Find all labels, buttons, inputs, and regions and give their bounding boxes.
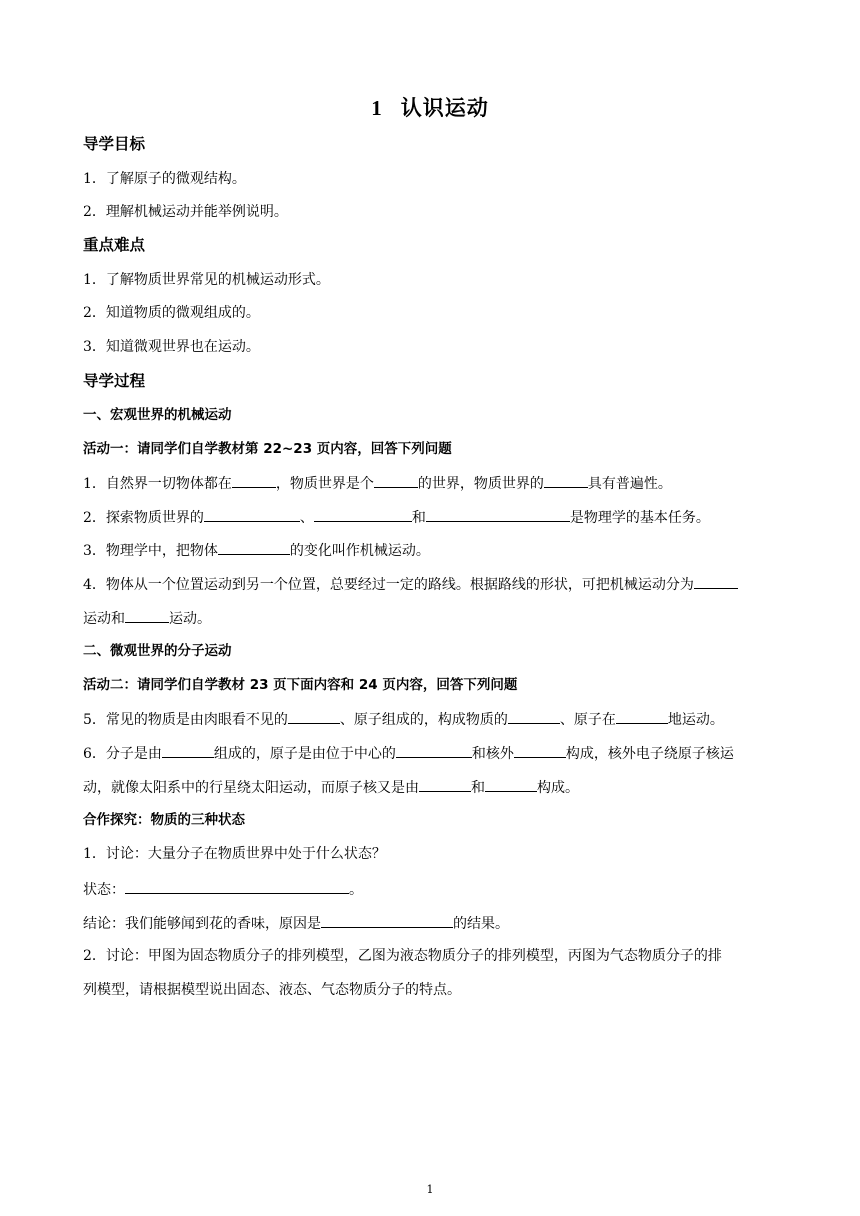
q4-text-b: 运动和 bbox=[83, 611, 125, 627]
title-number: 1 bbox=[371, 96, 383, 120]
q6-text-a: 6．分子是由 bbox=[83, 746, 162, 762]
q2-text-c: 和 bbox=[411, 510, 426, 526]
q3-text-a: 3．物理学中，把物体 bbox=[83, 543, 218, 559]
question-6-line-1 bbox=[83, 743, 783, 763]
answer-blank[interactable] bbox=[314, 507, 412, 522]
q6-text-f: 和 bbox=[471, 780, 485, 796]
q6-text-g: 构成。 bbox=[537, 780, 579, 796]
title-text: 认识运动 bbox=[400, 96, 489, 120]
state-end: 。 bbox=[349, 882, 363, 898]
section2-heading: 二、微观世界的分子运动 bbox=[83, 643, 232, 659]
question-5 bbox=[83, 709, 783, 729]
answer-blank[interactable] bbox=[125, 879, 349, 894]
answer-blank[interactable] bbox=[396, 743, 472, 758]
answer-blank[interactable] bbox=[426, 507, 570, 522]
q6-text-c: 和核外 bbox=[471, 746, 514, 762]
discussion-1: 1．讨论：大量分子在物质世界中处于什么状态？ bbox=[83, 846, 386, 862]
q1-text-c: 的世界，物质世界的 bbox=[417, 476, 544, 492]
q4-text-c: 运动。 bbox=[169, 611, 211, 627]
answer-blank[interactable] bbox=[694, 574, 738, 589]
q5-text-c: 、原子在 bbox=[559, 712, 616, 728]
question-4-line-2 bbox=[83, 608, 783, 628]
answer-blank[interactable] bbox=[508, 709, 560, 724]
q4-text-a: 4．物体从一个位置运动到另一个位置，总要经过一定的路线。根据路线的形状，可把机械运动分为 bbox=[83, 577, 694, 593]
goal-item-1: 1．了解原子的微观结构。 bbox=[83, 171, 246, 187]
section1-heading: 一、宏观世界的机械运动 bbox=[83, 407, 232, 423]
q6-text-d: 构成，核外电子绕原子核运 bbox=[565, 746, 734, 762]
answer-blank[interactable] bbox=[544, 473, 588, 488]
conclusion-line bbox=[83, 913, 783, 933]
key-point-2: 2．知道物质的微观组成的。 bbox=[83, 305, 260, 321]
discussion-2-line-1: 2．讨论：甲图为固态物质分子的排列模型，乙图为液态物质分子的排列模型，丙图为气态物质分子的排 bbox=[83, 948, 722, 964]
discussion-2-line-2: 列模型，请根据模型说出固态、液态、气态物质分子的特点。 bbox=[83, 982, 461, 998]
key-point-1: 1．了解物质世界常见的机械运动形式。 bbox=[83, 272, 330, 288]
state-answer-line bbox=[83, 879, 783, 899]
answer-blank[interactable] bbox=[419, 777, 471, 792]
key-points-heading: 重点难点 bbox=[83, 236, 146, 254]
question-4-line-1 bbox=[83, 574, 783, 594]
question-2 bbox=[83, 507, 783, 527]
q2-text-b: 、 bbox=[299, 510, 314, 526]
conclusion-text-a: 结论：我们能够闻到花的香味，原因是 bbox=[83, 916, 321, 932]
question-6-line-2 bbox=[83, 777, 783, 797]
answer-blank[interactable] bbox=[204, 507, 300, 522]
q5-text-b: 、原子组成的，构成物质的 bbox=[339, 712, 508, 728]
activity1-heading: 活动一：请同学们自学教材第 22~23 页内容，回答下列问题 bbox=[83, 441, 452, 457]
q1-text-a: 1．自然界一切物体都在 bbox=[83, 476, 232, 492]
q2-text-a: 2．探索物质世界的 bbox=[83, 510, 204, 526]
answer-blank[interactable] bbox=[485, 777, 537, 792]
q2-text-d: 是物理学的基本任务。 bbox=[569, 510, 710, 526]
question-3 bbox=[83, 540, 783, 560]
answer-blank[interactable] bbox=[232, 473, 276, 488]
cooperative-inquiry-heading: 合作探究：物质的三种状态 bbox=[83, 812, 245, 828]
answer-blank[interactable] bbox=[288, 709, 340, 724]
conclusion-text-b: 的结果。 bbox=[453, 916, 509, 932]
process-heading: 导学过程 bbox=[83, 372, 146, 390]
q6-text-e: 动，就像太阳系中的行星绕太阳运动，而原子核又是由 bbox=[83, 780, 419, 796]
activity2-heading: 活动二：请同学们自学教材 23 页下面内容和 24 页内容，回答下列问题 bbox=[83, 677, 518, 693]
q5-text-d: 地运动。 bbox=[667, 712, 724, 728]
goal-item-2: 2．理解机械运动并能举例说明。 bbox=[83, 204, 288, 220]
answer-blank[interactable] bbox=[514, 743, 566, 758]
q5-text-a: 5．常见的物质是由肉眼看不见的 bbox=[83, 712, 288, 728]
state-label: 状态： bbox=[83, 882, 125, 898]
answer-blank[interactable] bbox=[162, 743, 214, 758]
q3-text-b: 的变化叫作机械运动。 bbox=[289, 543, 430, 559]
page-number: 1 bbox=[426, 1183, 434, 1196]
answer-blank[interactable] bbox=[125, 608, 169, 623]
page-title bbox=[0, 92, 860, 122]
goals-heading: 导学目标 bbox=[83, 135, 146, 153]
answer-blank[interactable] bbox=[616, 709, 668, 724]
answer-blank[interactable] bbox=[218, 540, 290, 555]
question-1 bbox=[83, 473, 783, 493]
q1-text-d: 具有普遍性。 bbox=[587, 476, 672, 492]
q1-text-b: ，物质世界是个 bbox=[275, 476, 374, 492]
key-point-3: 3．知道微观世界也在运动。 bbox=[83, 339, 260, 355]
q6-text-b: 组成的，原子是由位于中心的 bbox=[213, 746, 396, 762]
answer-blank[interactable] bbox=[374, 473, 418, 488]
answer-blank[interactable] bbox=[321, 913, 453, 928]
